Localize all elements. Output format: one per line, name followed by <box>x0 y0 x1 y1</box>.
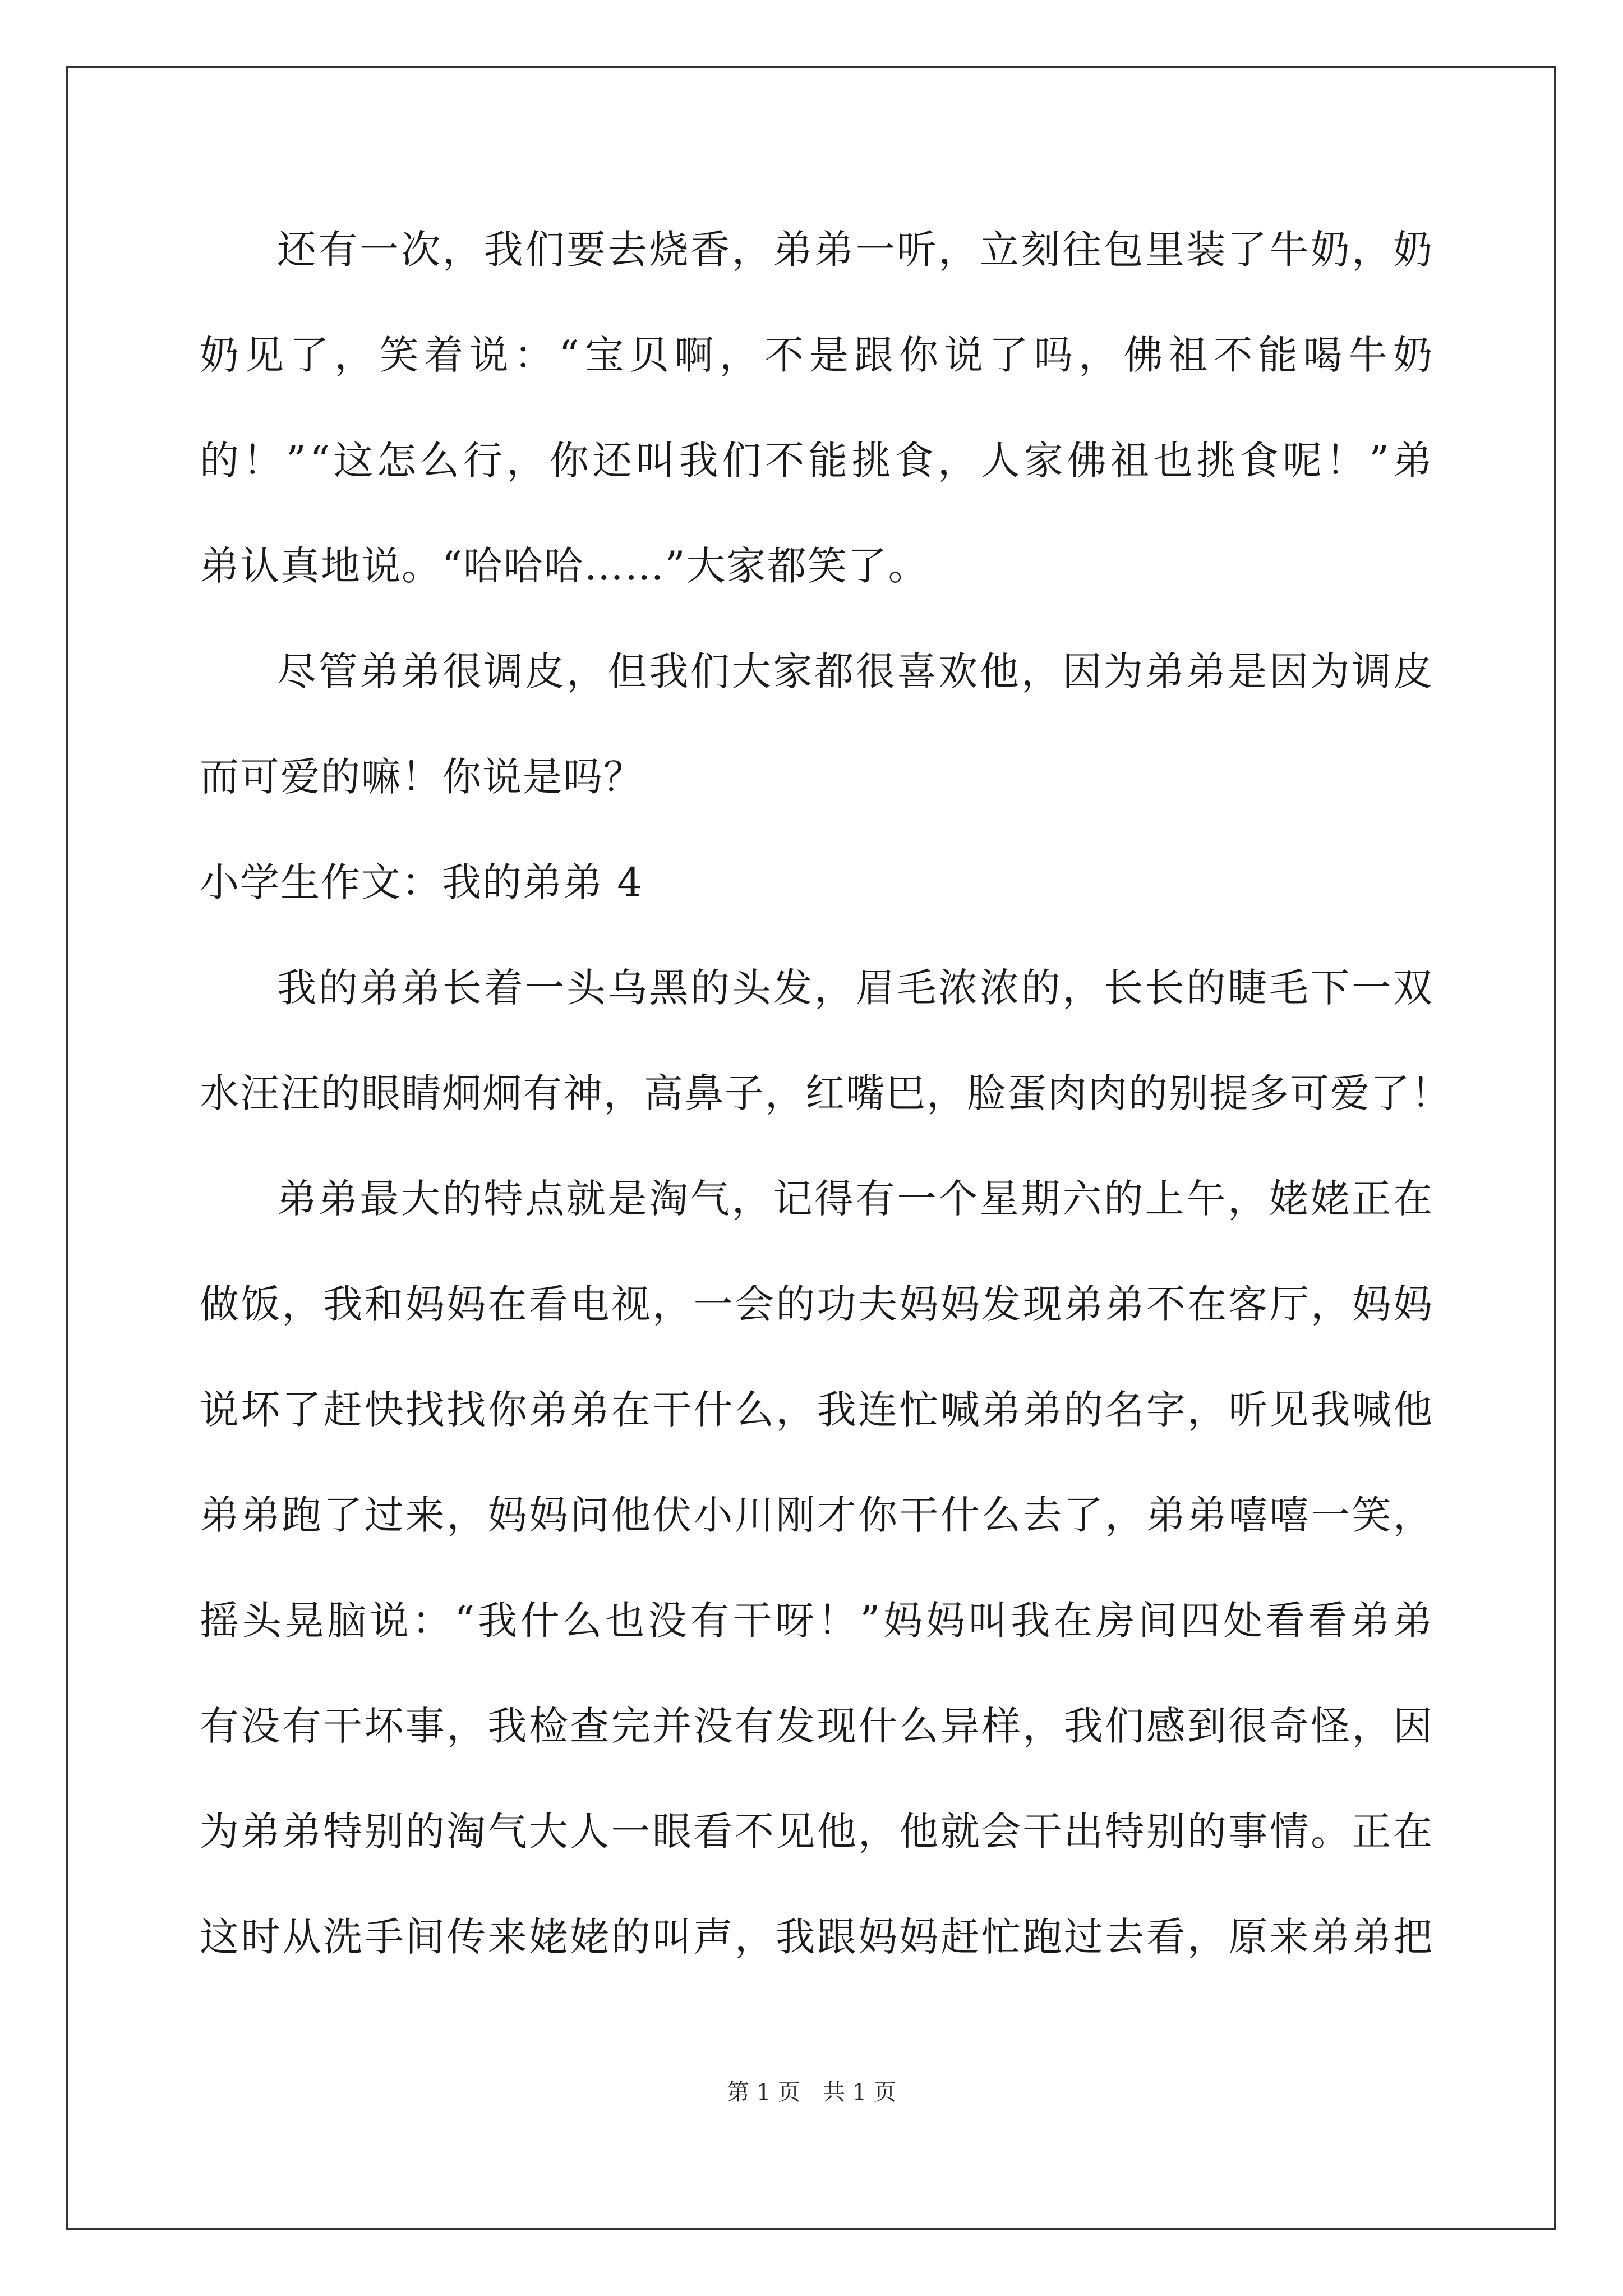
text-line: 摇 头 晃 脑 说 ： “ 我 什 么 也 没 有 干 呀 ！ ” 妈 妈 叫 我 在 房 间 四 处 看 看 弟 弟 <box>200 1598 1433 1644</box>
document-body <box>200 222 1451 2014</box>
text-line: 还 有 一 次 ， 我 们 要 去 烧 香 ， 弟 弟 一 听 ， 立 刻 往 包 里 装 了 牛 奶 ， 奶 <box>277 227 1433 273</box>
text-line: 说 坏 了 赶 快 找 找 你 弟 弟 在 干 什 么 ， 我 连 忙 喊 弟 弟 的 名 字 ， 听 见 我 喊 他 <box>200 1387 1433 1433</box>
page-footer: 第 1 页 共 1 页 <box>727 2079 896 2105</box>
text-line: 奶 见 了 ， 笑 着 说 ： “ 宝 贝 啊 ， 不 是 跟 你 说 了 吗 ， 佛 祖 不 能 喝 牛 奶 <box>200 332 1433 378</box>
text-line: 我 的 弟 弟 长 着 一 头 乌 黑 的 头 发 ， 眉 毛 浓 浓 的 ， 长 长 的 睫 毛 下 一 双 <box>277 965 1433 1011</box>
text-line: 的 ！ ” “ 这 怎 么 行 ， 你 还 叫 我 们 不 能 挑 食 ， 人 家 佛 祖 也 挑 食 呢 ！ ” 弟 <box>200 438 1433 484</box>
text-line: 有 没 有 干 坏 事 ， 我 检 查 完 并 没 有 发 现 什 么 异 样 ， 我 们 感 到 很 奇 怪 ， 因 <box>200 1703 1433 1749</box>
text-line: 弟 弟 跑 了 过 来 ， 妈 妈 问 他 伏 小 川 刚 才 你 干 什 么 去 了 ， 弟 弟 嘻 嘻 一 笑 ， <box>200 1492 1433 1538</box>
text-line: 为 弟 弟 特 别 的 淘 气 大 人 一 眼 看 不 见 他 ， 他 就 会 干 出 特 别 的 事 情 。 正 在 <box>200 1809 1433 1855</box>
section-heading: 小学生作文：我的弟弟 4 <box>200 859 643 905</box>
text-line: 弟认真地说。“哈哈哈……”大家都笑了。 <box>200 543 929 589</box>
text-line: 弟 弟 最 大 的 特 点 就 是 淘 气 ， 记 得 有 一 个 星 期 六 的 上 午 ， 姥 姥 正 在 <box>277 1176 1433 1222</box>
text-line: 这 时 从 洗 手 间 传 来 姥 姥 的 叫 声 ， 我 跟 妈 妈 赶 忙 跑 过 去 看 ， 原 来 弟 弟 把 <box>200 1914 1433 1960</box>
text-line: 而可爱的嘛！你说是吗？ <box>200 754 644 800</box>
text-line: 水 汪 汪 的 眼 睛 炯 炯 有 神 ， 高 鼻 子 ， 红 嘴 巴 ， 脸 蛋 肉 肉 的 别 提 多 可 爱 了 ！ <box>200 1070 1451 1116</box>
text-line: 尽 管 弟 弟 很 调 皮 ， 但 我 们 大 家 都 很 喜 欢 他 ， 因 为 弟 弟 是 因 为 调 皮 <box>277 648 1433 694</box>
text-line: 做 饭 ， 我 和 妈 妈 在 看 电 视 ， 一 会 的 功 夫 妈 妈 发 现 弟 弟 不 在 客 厅 ， 妈 妈 <box>200 1281 1433 1327</box>
